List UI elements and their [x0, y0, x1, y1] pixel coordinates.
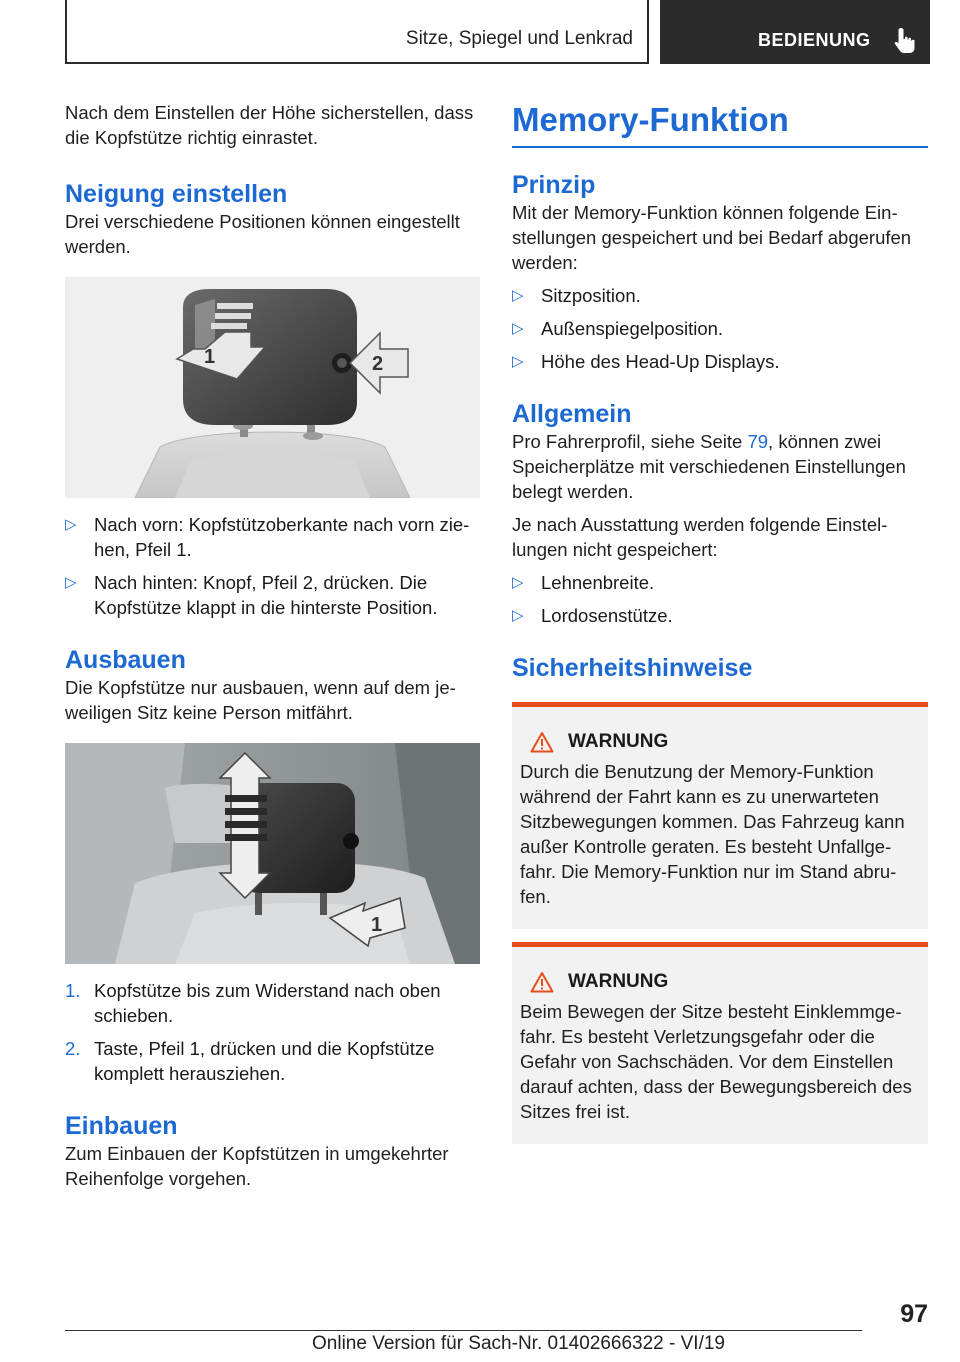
warning-label: WARNUNG — [568, 971, 669, 992]
page-number: 97 — [900, 1300, 928, 1328]
allgemein-text-2: Je nach Ausstattung werden folgende Einstel-lungen nicht gespeichert: — [512, 514, 888, 560]
warning-triangle-icon — [530, 731, 554, 753]
chapter-tab[interactable] — [660, 0, 930, 64]
page-title: Memory-Funktion — [512, 101, 789, 138]
footer-divider — [65, 1330, 862, 1331]
footer-online-version: Online Version für Sach-Nr. 01402666322 - VI/19 — [312, 1333, 725, 1354]
prinzip-bullet-list — [512, 283, 928, 374]
intro-paragraph: Nach dem Einstellen der Höhe sicherstellen, dass die Kopfstütze richtig einrastet. — [65, 102, 474, 148]
heading-ausbauen: Ausbauen — [65, 646, 186, 674]
warning-box — [512, 942, 928, 1144]
heading-neigung: Neigung einstellen — [65, 180, 288, 208]
bullet-triangle-icon: ▷ — [512, 353, 524, 370]
neigung-bullet-list — [65, 512, 480, 620]
header-section-box — [65, 0, 649, 64]
warning-label: WARNUNG — [568, 731, 669, 752]
warning-text: Beim Bewegen der Sitze besteht Einklemmge-fahr. Es besteht Verletzungsgefahr oder die Gefahr von Sachschäden. Vor dem Einstellen darauf achten, dass der Bewegungsbereich des Sitzes frei ist. — [520, 1001, 912, 1122]
headrest-removal-figure — [65, 743, 480, 964]
section-title: Sitze, Spiegel und Lenkrad — [405, 28, 633, 49]
chapter-tab-label: BEDIENUNG — [758, 30, 871, 50]
figure2-label-1: 1 — [371, 914, 383, 936]
ausbauen-text: Die Kopfstütze nur ausbauen, wenn auf dem je-weiligen Sitz keine Person mitfährt. — [65, 677, 456, 723]
heading-sicherheitshinweise: Sicherheitshinweise — [512, 654, 753, 682]
allgemein-text: Pro Fahrerprofil, siehe Seite 79, können zwei Speicherplätze mit verschiedenen Einstellungen belegt werden. — [512, 431, 906, 502]
prinzip-text: Mit der Memory-Funktion können folgende Ein-stellungen gespeichert und bei Bedarf abgerufen werden: — [512, 202, 912, 273]
bullet-triangle-icon: ▷ — [512, 574, 524, 591]
figure1-label-2: 2 — [372, 353, 384, 375]
list-item: 2. Taste, Pfeil 1, drücken und die Kopfstütze komplett herausziehen. — [65, 1038, 435, 1084]
headrest-removal-illustration — [65, 743, 480, 964]
list-item: ▷ Nach hinten: Knopf, Pfeil 2, drücken. Die Kopfstütze klappt in die hinterste Position. — [65, 572, 438, 618]
headrest-tilt-illustration — [65, 277, 480, 498]
warning-header — [530, 971, 920, 993]
bullet-triangle-icon: ▷ — [65, 516, 77, 533]
list-item: ▷ Nach vorn: Kopfstützoberkante nach vorn zie-hen, Pfeil 1. — [65, 514, 470, 560]
list-item: 1. Kopfstütze bis zum Widerstand nach oben schieben. — [65, 980, 441, 1026]
allgemein-bullet-list — [512, 570, 928, 628]
headrest-tilt-figure — [65, 277, 480, 498]
bullet-triangle-icon: ▷ — [65, 574, 77, 591]
heading-einbauen: Einbauen — [65, 1112, 178, 1140]
bullet-triangle-icon: ▷ — [512, 320, 524, 337]
list-item: ▷ Sitzposition. — [512, 285, 641, 306]
list-item: ▷ Lordosenstütze. — [512, 605, 673, 626]
right-column — [512, 100, 928, 1144]
heading-prinzip: Prinzip — [512, 171, 596, 199]
hand-pointer-icon — [892, 26, 918, 56]
heading-allgemein: Allgemein — [512, 400, 632, 428]
page-reference-link[interactable]: 79 — [747, 431, 769, 452]
list-item: ▷ Außenspiegelposition. — [512, 318, 724, 339]
list-item: ▷ Lehnenbreite. — [512, 572, 655, 593]
warning-box — [512, 702, 928, 929]
bullet-triangle-icon: ▷ — [512, 287, 524, 304]
bullet-triangle-icon: ▷ — [512, 607, 524, 624]
left-column — [65, 100, 480, 1191]
ausbauen-step-list — [65, 978, 480, 1086]
title-divider — [512, 146, 928, 148]
figure1-label-1: 1 — [204, 346, 216, 368]
list-item: ▷ Höhe des Head-Up Displays. — [512, 351, 780, 372]
warning-text: Durch die Benutzung der Memory-Funktion während der Fahrt kann es zu unerwarteten Sitzbewegungen kommen. Das Fahrzeug kann außer Kontrolle geraten. Es besteht Unfallge-fahr. Die Memory-Funktion nur im Stand abru-fen. — [520, 761, 905, 907]
warning-triangle-icon — [530, 971, 554, 993]
neigung-text: Drei verschiedene Positionen können eingestellt werden. — [65, 211, 460, 257]
warning-header — [530, 731, 920, 753]
einbauen-text: Zum Einbauen der Kopfstützen in umgekehrter Reihenfolge vorgehen. — [65, 1143, 449, 1189]
